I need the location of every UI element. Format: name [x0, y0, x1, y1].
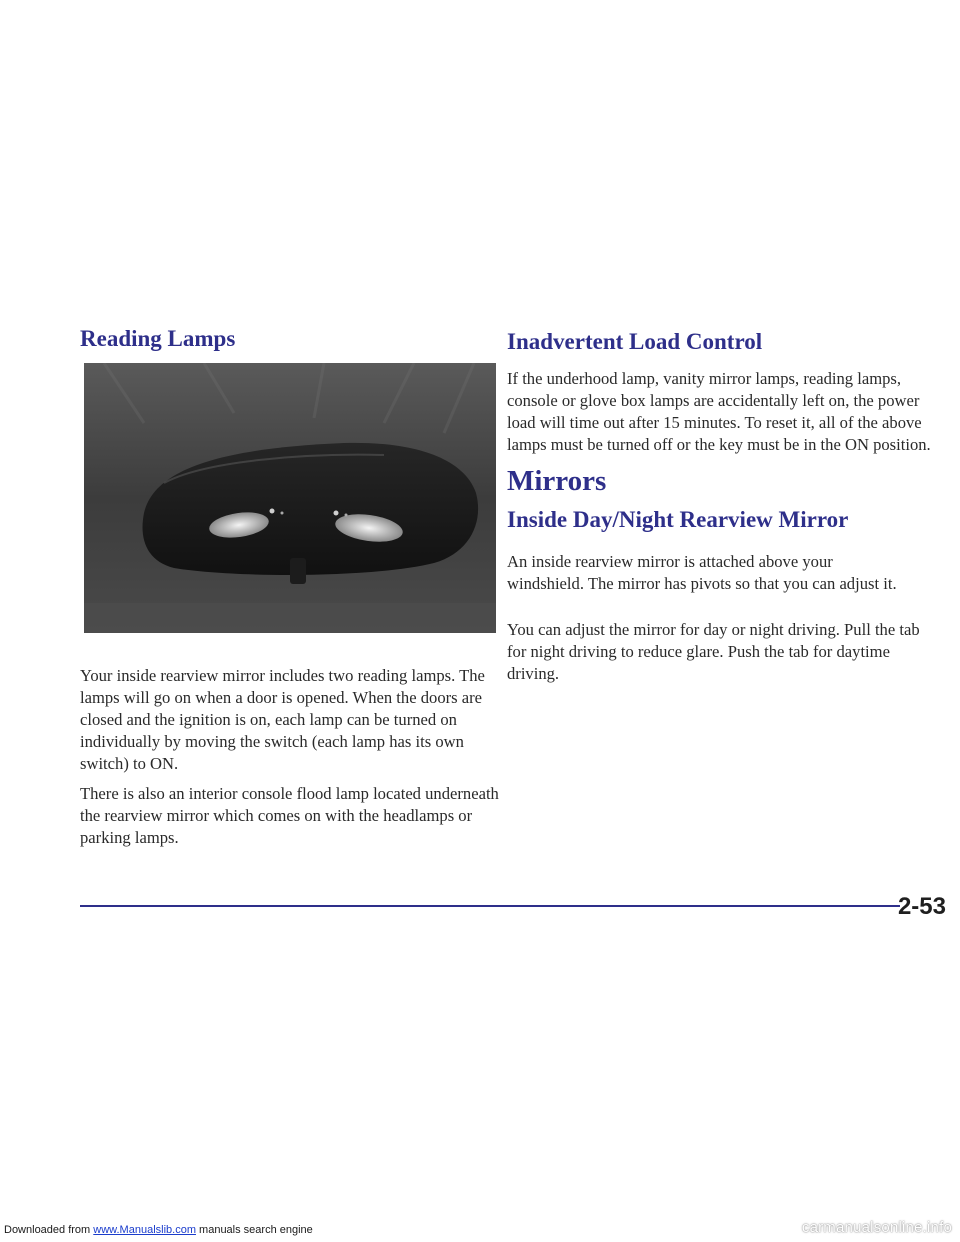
inadvertent-load-control-paragraph: If the underhood lamp, vanity mirror lamps, reading lamps, console or glove box lamps are accidentally left on, the power load will time out after 15 minutes. To reset it, all of the above lamps must be turned off or the key must be in the ON position. — [507, 369, 931, 454]
page-number: 2-53 — [897, 893, 946, 920]
flood-lamp-paragraph: There is also an interior console flood lamp located underneath the rearview mirror which comes on with the headlamps or parking lamps. — [80, 784, 499, 847]
mirrors-heading: Mirrors — [507, 465, 607, 497]
footer-suffix: manuals search engine — [195, 1224, 313, 1236]
site-watermark: carmanualsonline.info — [801, 1219, 952, 1236]
download-footer — [4, 1224, 313, 1236]
reading-lamps-paragraph: Your inside rearview mirror includes two reading lamps. The lamps will go on when a door is opened. When the doors are closed and the ignition is on, each lamp can be turned on individually by moving the switch (each lamp has its own switch) to ON. — [80, 666, 485, 773]
footer-prefix: Downloaded from — [4, 1224, 94, 1236]
inside-mirror-paragraph: An inside rearview mirror is attached above your windshield. The mirror has pivots so that you can adjust it. — [507, 552, 897, 593]
inside-mirror-heading: Inside Day/Night Rearview Mirror — [507, 507, 849, 532]
rearview-mirror-illustration — [84, 363, 496, 633]
manualslib-link[interactable]: www.Manualslib.com — [93, 1224, 196, 1236]
rearview-mirror-photo — [84, 363, 496, 633]
reading-lamps-heading: Reading Lamps — [80, 326, 236, 351]
day-night-paragraph: You can adjust the mirror for day or night driving. Pull the tab for night driving to reduce glare. Push the tab for daytime driving. — [507, 620, 920, 683]
footer-rule — [80, 905, 900, 907]
inadvertent-load-control-heading: Inadvertent Load Control — [507, 329, 763, 354]
